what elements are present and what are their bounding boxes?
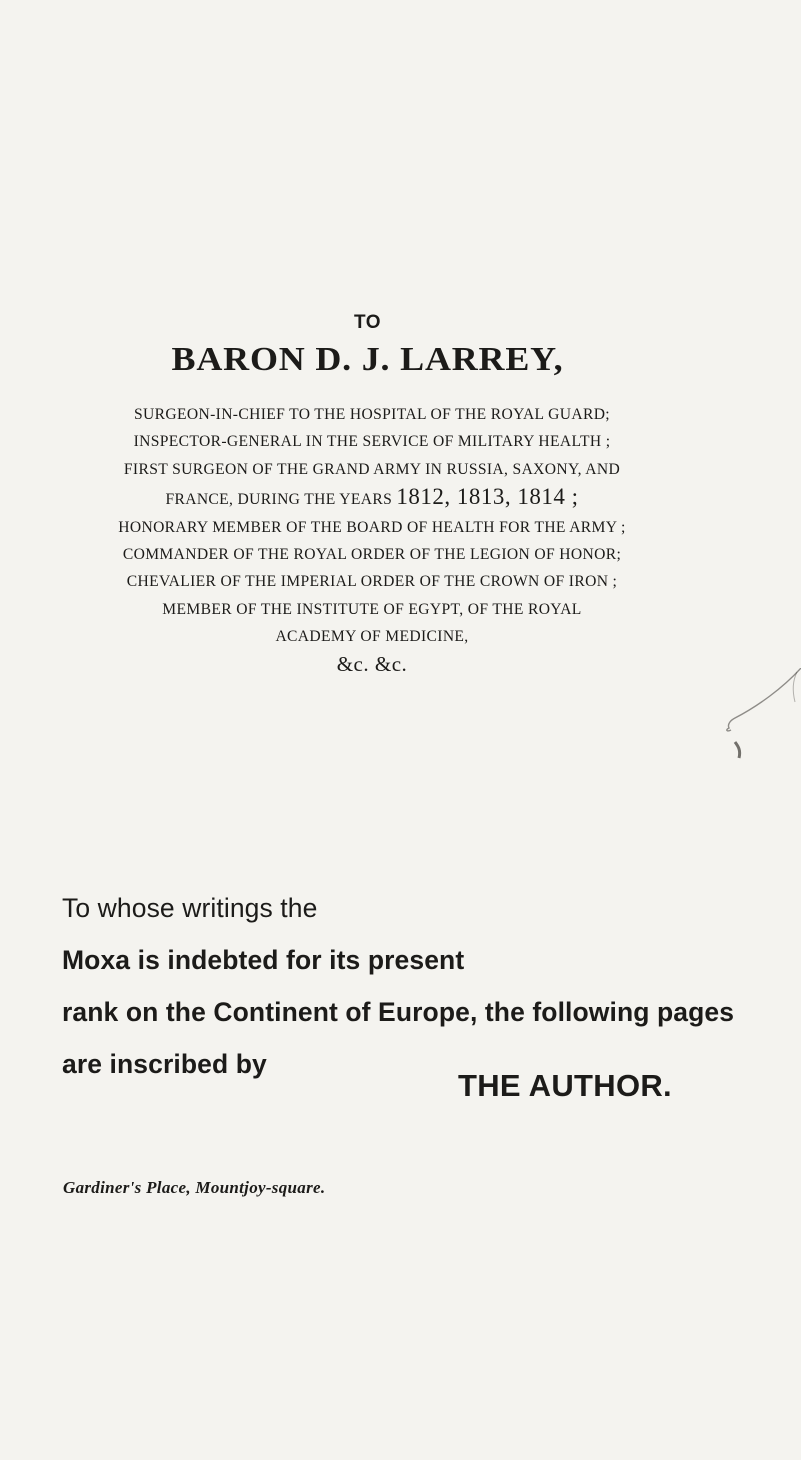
inscription-text — [62, 882, 762, 1090]
inscription-line-3: are inscribed by — [62, 1049, 267, 1079]
title-line: INSPECTOR-GENERAL IN THE SERVICE OF MILITARY HEALTH ; — [133, 433, 611, 451]
title-line: COMMANDER OF THE ROYAL ORDER OF THE LEGION OF HONOR; — [122, 546, 622, 564]
inscription-line-2: rank on the Continent of Europe, the following pages — [62, 997, 735, 1027]
dedication-to: TO — [353, 312, 382, 333]
author-signature: THE AUTHOR. — [458, 1068, 672, 1103]
title-line: FIRST SURGEON OF THE GRAND ARMY IN RUSSIA, SAXONY, AND — [123, 460, 621, 478]
honoree-name: BARON D. J. LARREY, — [171, 340, 564, 378]
title-line: SURGEON-IN-CHIEF TO THE HOSPITAL OF THE ROYAL GUARD; — [134, 406, 610, 423]
inscription-line-1-end: Moxa is indebted for its present — [62, 945, 465, 975]
honoree-titles — [0, 401, 744, 678]
title-line: ACADEMY OF MEDICINE, — [275, 628, 469, 646]
inscription-line-1 — [62, 882, 762, 986]
title-line: HONORARY MEMBER OF THE BOARD OF HEALTH FOR THE ARMY ; — [118, 518, 626, 536]
years-list: 1812, 1813, 1814 ; — [396, 484, 579, 510]
inscription-line-1-start: To whose writings the — [62, 893, 318, 923]
title-line-etc: &c. &c. — [336, 651, 408, 676]
author-address: Gardiner's Place, Mountjoy-square. — [63, 1178, 326, 1197]
title-line-years-text: FRANCE, DURING THE YEARS — [165, 491, 393, 509]
title-line: CHEVALIER OF THE IMPERIAL ORDER OF THE CROWN OF IRON ; — [126, 573, 618, 591]
title-line-years — [0, 483, 744, 513]
title-line: MEMBER OF THE INSTITUTE OF EGYPT, OF THE ROYAL — [162, 600, 582, 618]
ink-smudge-mark — [713, 668, 801, 760]
